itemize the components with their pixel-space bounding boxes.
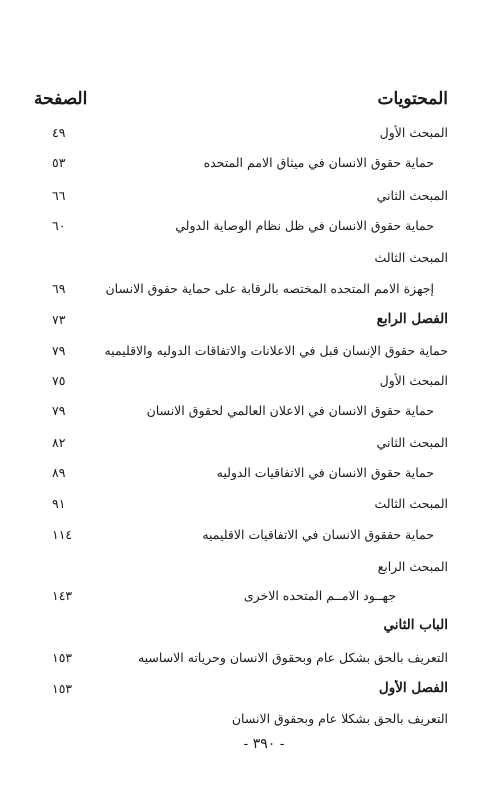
toc-entry: [34, 555, 448, 577]
entry-page-number: ١٤٣: [52, 587, 73, 603]
toc-entry: [34, 121, 448, 143]
entry-page-number: ٩١: [52, 495, 66, 511]
toc-title: المحتويات: [377, 89, 448, 109]
toc-entry: [34, 246, 448, 268]
toc-entry: [34, 214, 448, 236]
entry-text: الفصل الأول: [378, 680, 448, 696]
entry-text: الباب الثاني: [383, 617, 448, 633]
entry-text: التعريف بالحق بشكل عام وبحقوق الانسان وحرياته الاساسيه: [137, 649, 448, 665]
page-number-footer: - ٣٩٠ -: [243, 736, 285, 752]
entry-page-number: ٧٩: [52, 402, 66, 418]
entry-page-number: ٥٣: [52, 154, 66, 170]
toc-entry: [34, 184, 448, 206]
entry-page-number: ١٥٣: [52, 680, 73, 696]
toc-entry: [34, 584, 448, 606]
entry-page-number: ٧٩: [52, 342, 66, 358]
toc-entry: [34, 369, 448, 391]
entry-text: إجهزة الامم المتحده المختصه بالرقابة على حماية حقوق الانسان: [105, 280, 434, 296]
entry-text: حماية حققوق الانسان في الاتفاقيات الاقليميه: [202, 526, 434, 542]
entry-page-number: ٨٢: [52, 434, 66, 450]
toc-entry: [34, 277, 448, 299]
toc-header: [34, 86, 448, 112]
entry-text: حماية حقوق الانسان في ظل نظام الوصاية الدولي: [175, 217, 434, 233]
entry-page-number: ٦٩: [52, 280, 66, 296]
entry-page-number: ٨٩: [52, 464, 66, 480]
toc-entry: [34, 646, 448, 668]
toc-entry: [34, 399, 448, 421]
toc-entry: [34, 677, 448, 699]
entry-text: المبحث الأول: [379, 372, 448, 388]
entry-text: حماية حقوق الانسان في ميثاق الامم المتحده: [203, 154, 434, 170]
toc-entry: [34, 707, 448, 729]
entry-text: المبحث الأول: [379, 124, 448, 140]
entry-page-number: ٦٠: [52, 217, 66, 233]
page-column-heading: الصفحة: [34, 89, 88, 109]
entry-text: حماية حقوق الانسان في الاتفاقيات الدوليه: [216, 464, 434, 480]
entry-page-number: ٤٩: [52, 124, 66, 140]
toc-entry: [34, 461, 448, 483]
toc-entry: [34, 151, 448, 173]
toc-entry: [34, 614, 448, 636]
entry-text: الفصل الرابع: [376, 311, 448, 327]
entry-page-number: ٧٥: [52, 372, 66, 388]
entry-text: المبحث الثاني: [376, 434, 448, 450]
entry-page-number: ١٥٣: [52, 649, 73, 665]
entry-text: جهــود الامــم المتحده الاخرى: [243, 587, 396, 603]
entry-page-number: ٦٦: [52, 187, 66, 203]
entry-text: المبحث الثالث: [374, 249, 448, 265]
entry-text: حماية حقوق الإنسان قبل في الاعلانات والاتفاقات الدوليه والاقليميه: [104, 342, 448, 358]
entry-text: المبحث الرابع: [377, 558, 448, 574]
toc-entry: [34, 431, 448, 453]
entry-text: حماية حقوق الانسان في الاعلان العالمي لحقوق الانسان: [146, 402, 434, 418]
toc-entry: [34, 339, 448, 361]
entry-page-number: ٧٣: [52, 311, 66, 327]
entry-text: التعريف بالحق بشكلا عام وبحقوق الانسان: [231, 710, 448, 726]
entry-text: المبحث الثاني: [376, 187, 448, 203]
entry-page-number: ١١٤: [52, 526, 73, 542]
entry-text: المبحث الثالث: [374, 495, 448, 511]
toc-entry: [34, 308, 448, 330]
toc-entry: [34, 492, 448, 514]
toc-entry: [34, 523, 448, 545]
